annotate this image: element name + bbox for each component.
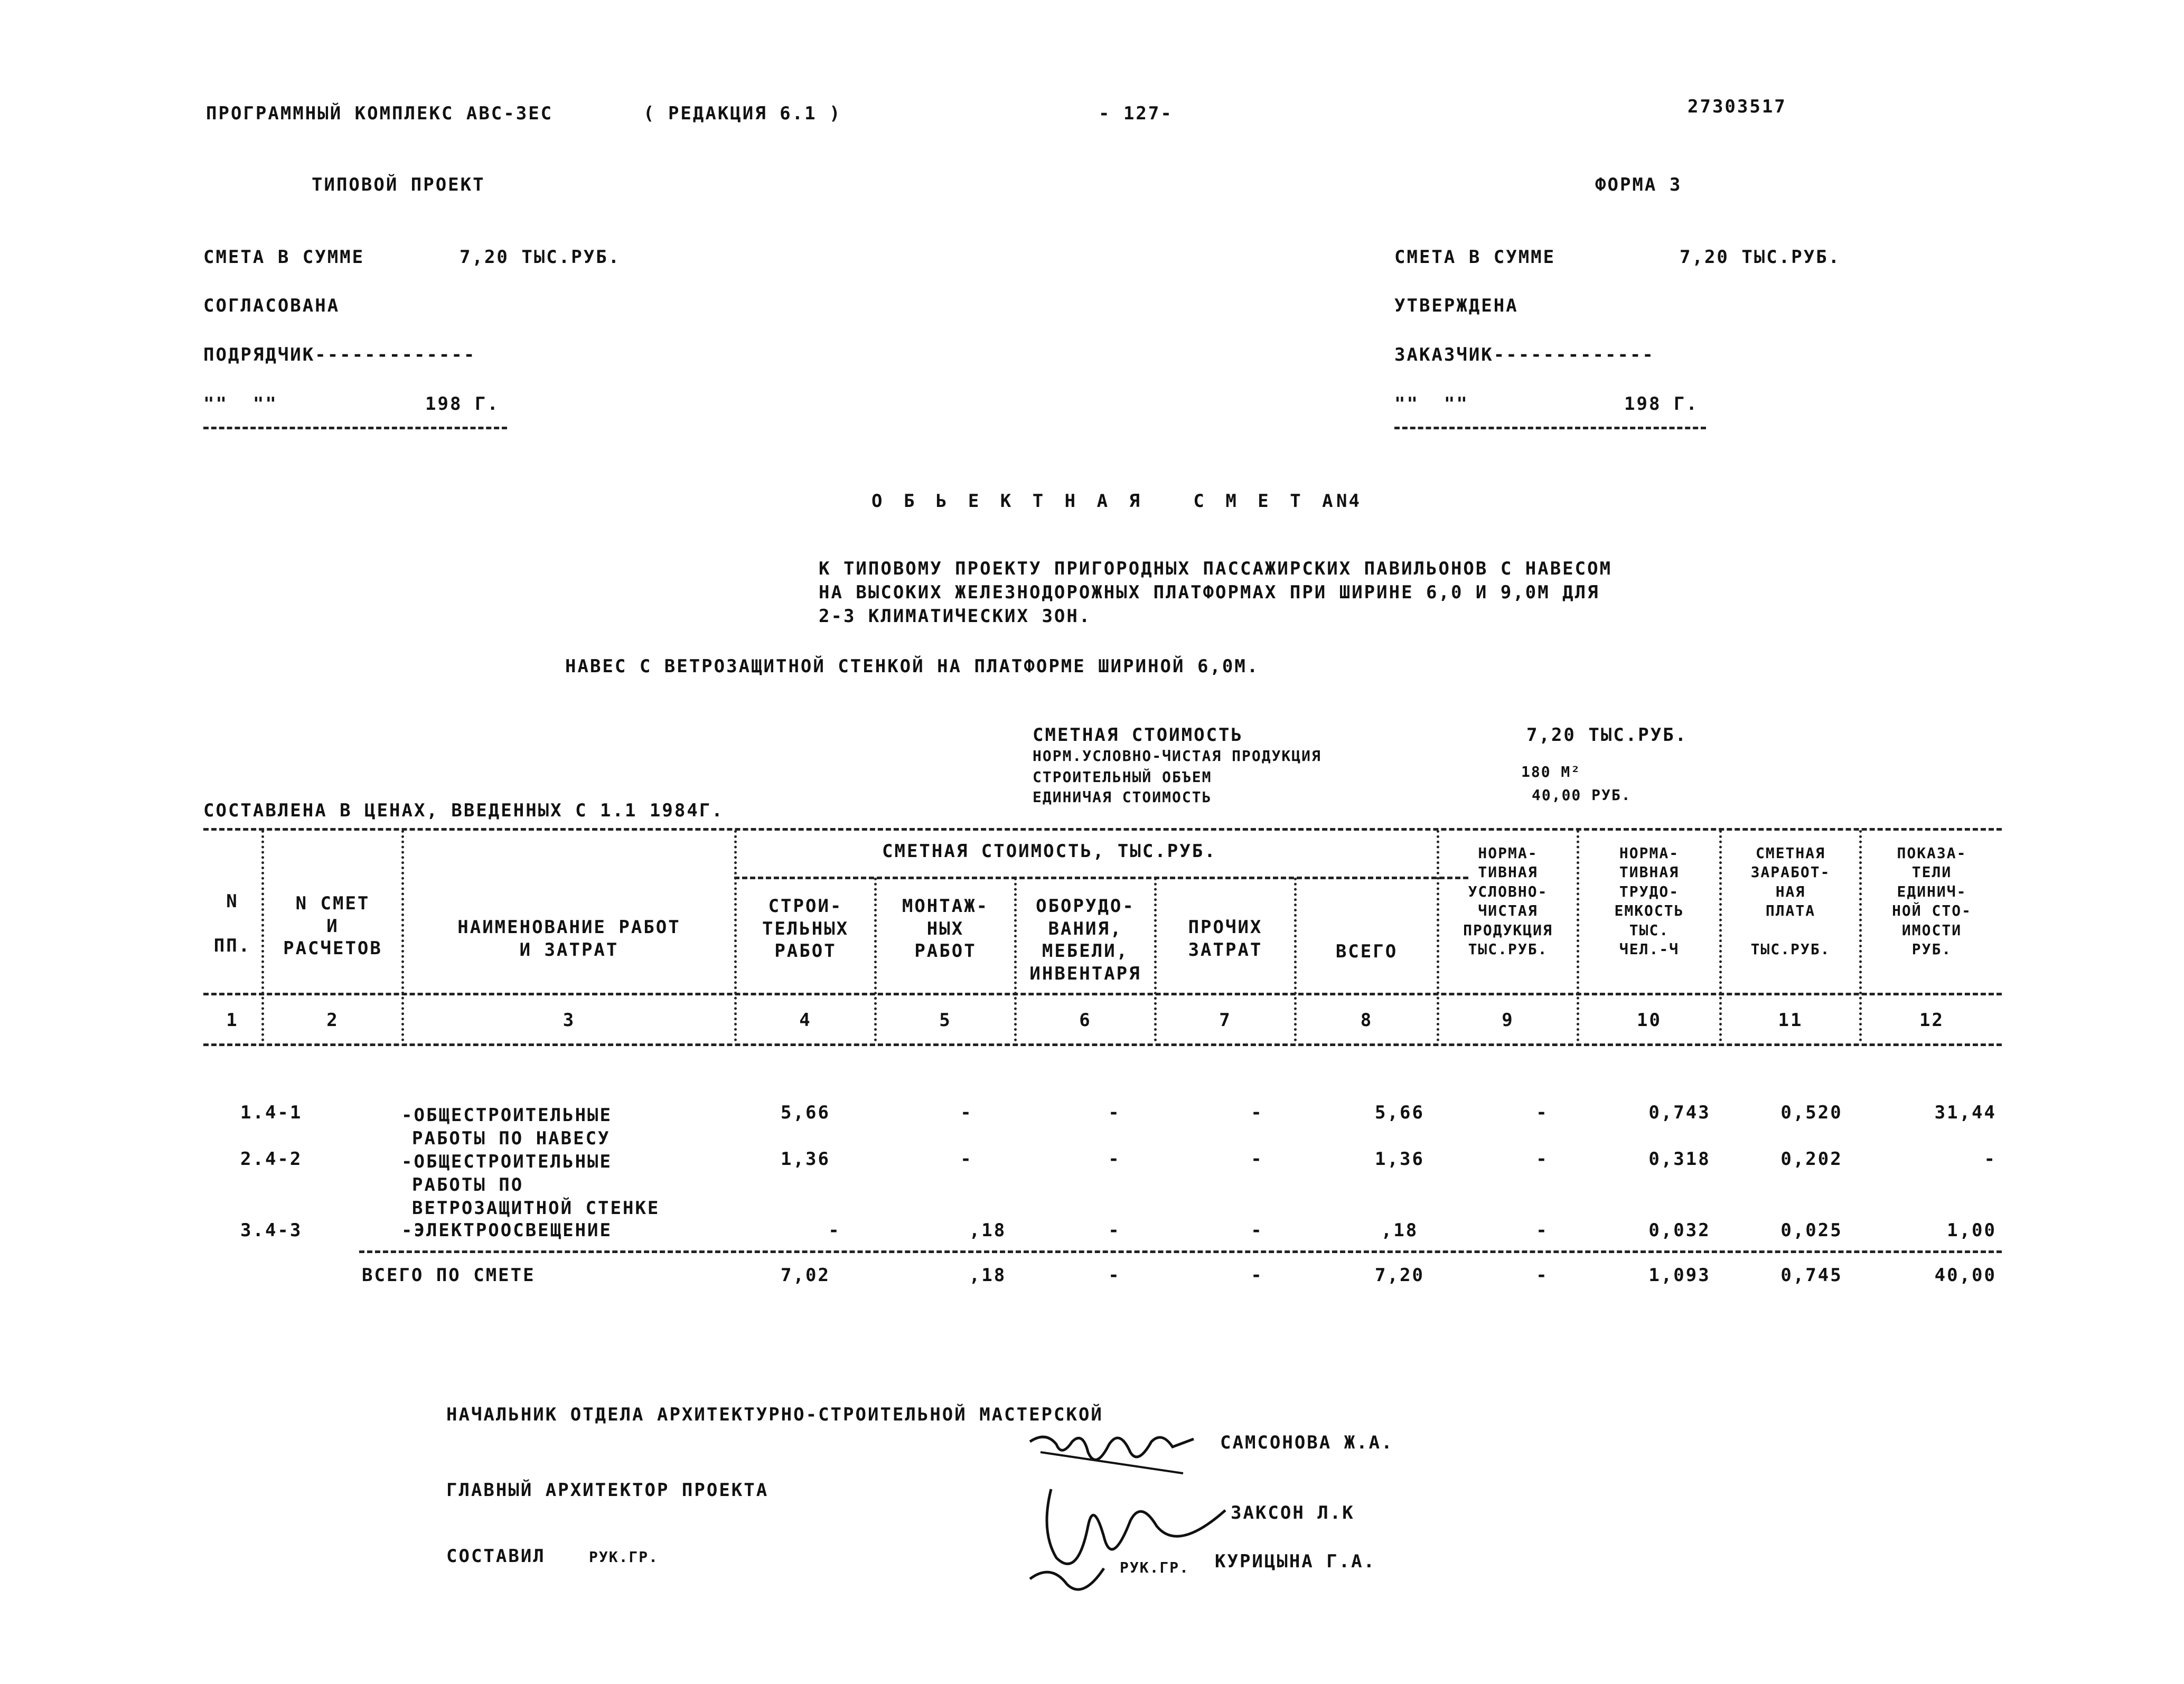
row-3-c9: - (1536, 1220, 1549, 1241)
header-col-8: ВСЕГО (1335, 941, 1398, 962)
col-number: 12 (1919, 1010, 1944, 1031)
summary-volume-label: СТРОИТЕЛЬНЫЙ ОБЪЕМ (1033, 768, 1212, 786)
row-2-c11: 0,202 (1780, 1149, 1843, 1170)
row-3-c6: - (1108, 1220, 1121, 1241)
col-number: 4 (799, 1010, 812, 1031)
header-col-4: СТРОИ- ТЕЛЬНЫХ РАБОТ (762, 896, 849, 962)
description-line-3: 2-3 КЛИМАТИЧЕСКИХ ЗОН. (819, 606, 1092, 627)
total-label: ВСЕГО ПО СМЕТЕ (362, 1265, 536, 1286)
left-sum-value: 7,20 ТЫС.РУБ. (460, 247, 621, 268)
estimate-subject: НАВЕС С ВЕТРОЗАЩИТНОЙ СТЕНКОЙ НА ПЛАТФОРМЕ ШИРИНОЙ 6,0М. (565, 656, 1260, 677)
total-c12: 40,00 (1934, 1265, 1996, 1286)
col-number: 11 (1778, 1010, 1803, 1031)
agreed-label: СОГЛАСОВАНА (203, 295, 340, 316)
table-top-rule (203, 828, 2002, 831)
row-2-c10: 0,318 (1648, 1149, 1711, 1170)
total-c11: 0,745 (1780, 1265, 1843, 1286)
header-col-12: ПОКАЗА- ТЕЛИ ЕДИНИЧ- НОЙ СТО- ИМОСТИ РУБ. (1892, 844, 1972, 958)
col-number: 10 (1637, 1010, 1662, 1031)
sign-3-title: СОСТАВИЛ (446, 1546, 546, 1567)
sign-3-role-2: РУК.ГР. (1120, 1559, 1190, 1576)
right-date-underline (1394, 427, 1706, 429)
row-1-c11: 0,520 (1780, 1102, 1843, 1123)
row-3-number: 3.4-3 (240, 1220, 303, 1241)
row-1-c4: 5,66 (781, 1102, 830, 1123)
summary-unit-cost-value: 40,00 РУБ. (1532, 786, 1632, 804)
total-c7: - (1251, 1265, 1263, 1286)
row-1-c12: 31,44 (1934, 1102, 1996, 1123)
header-col-3: НАИМЕНОВАНИЕ РАБОТ И ЗАТРАТ (457, 917, 681, 961)
description-line-1: К ТИПОВОМУ ПРОЕКТУ ПРИГОРОДНЫХ ПАССАЖИРСКИХ ПАВИЛЬОНОВ С НАВЕСОМ (819, 558, 1613, 579)
header-col-9: НОРМА- ТИВНАЯ УСЛОВНО- ЧИСТАЯ ПРОДУКЦИЯ ТЫС.РУБ. (1463, 844, 1553, 958)
row-1-c8: 5,66 (1375, 1102, 1424, 1123)
right-year: 198 Г. (1624, 393, 1699, 415)
row-2-c4: 1,36 (781, 1149, 830, 1170)
left-sum-label: СМЕТА В СУММЕ (203, 247, 365, 268)
sign-1-name: САМСОНОВА Ж.А. (1220, 1432, 1394, 1453)
form-number: ФОРМА 3 (1595, 174, 1682, 195)
program-name: ПРОГРАММНЫЙ КОМПЛЕКС АВС-3ЕС (206, 103, 554, 124)
signature-2-mark (1019, 1479, 1231, 1600)
col-number: 2 (326, 1010, 339, 1031)
row-2-c9: - (1536, 1149, 1549, 1170)
col-number: 8 (1360, 1010, 1373, 1031)
approved-label: УТВЕРЖДЕНА (1394, 295, 1519, 316)
customer-line: ЗАКАЗЧИК------------- (1394, 344, 1655, 365)
row-3-c8: ,18 (1381, 1220, 1419, 1241)
col-number: 6 (1079, 1010, 1092, 1031)
row-2-c6: - (1108, 1149, 1121, 1170)
estimate-title: О Б Ь Е К Т Н А Я С М Е Т А (871, 491, 1338, 512)
row-3-c4: - (828, 1220, 841, 1241)
col-number: 5 (939, 1010, 952, 1031)
description-line-2: НА ВЫСОКИХ ЖЕЛЕЗНОДОРОЖНЫХ ПЛАТФОРМАХ ПРИ ШИРИНЕ 6,0 И 9,0М ДЛЯ (819, 582, 1600, 603)
col-number: 1 (226, 1010, 239, 1031)
project-type: ТИПОВОЙ ПРОЕКТ (312, 174, 485, 195)
row-1-c6: - (1108, 1102, 1121, 1123)
row-3-c5: ,18 (969, 1220, 1007, 1241)
left-date-quotes: "" "" (203, 393, 278, 415)
sign-3-role: РУК.ГР. (589, 1548, 659, 1566)
total-c8: 7,20 (1375, 1265, 1424, 1286)
col-number: 7 (1219, 1010, 1232, 1031)
row-1-number: 1.4-1 (240, 1102, 303, 1123)
total-rule (359, 1250, 2002, 1253)
header-bottom-rule (203, 993, 2002, 995)
document-code: 27303517 (1688, 96, 1787, 117)
page-number: - 127- (1099, 103, 1173, 124)
col-number: 9 (1502, 1010, 1514, 1031)
row-2-name: -ОБЩЕСТРОИТЕЛЬНЫЕ РАБОТЫ ПО ВЕТРОЗАЩИТНОЙ СТЕНКЕ (401, 1151, 660, 1219)
row-3-c12: 1,00 (1947, 1220, 1996, 1241)
total-c6: - (1108, 1265, 1121, 1286)
row-2-c12: - (1984, 1149, 1996, 1170)
row-1-c7: - (1251, 1102, 1263, 1123)
summary-cost-value: 7,20 ТЫС.РУБ. (1526, 725, 1688, 746)
sign-1-title: НАЧАЛЬНИК ОТДЕЛА АРХИТЕКТУРНО-СТРОИТЕЛЬНОЙ МАСТЕРСКОЙ (446, 1404, 1103, 1425)
edition: ( РЕДАКЦИЯ 6.1 ) (643, 103, 842, 124)
header-col-11: СМЕТНАЯ ЗАРАБОТ- НАЯ ПЛАТА ТЫС.РУБ. (1750, 844, 1831, 958)
right-sum-label: СМЕТА В СУММЕ (1394, 247, 1556, 268)
row-2-c8: 1,36 (1375, 1149, 1424, 1170)
left-year: 198 Г. (425, 393, 500, 415)
row-1-c10: 0,743 (1648, 1102, 1711, 1123)
row-3-c7: - (1251, 1220, 1263, 1241)
row-2-number: 2.4-2 (240, 1149, 303, 1170)
total-c4: 7,02 (781, 1265, 830, 1286)
row-1-name: -ОБЩЕСТРОИТЕЛЬНЫЕ РАБОТЫ ПО НАВЕСУ (401, 1105, 612, 1150)
sign-2-title: ГЛАВНЫЙ АРХИТЕКТОР ПРОЕКТА (446, 1480, 769, 1501)
right-sum-value: 7,20 ТЫС.РУБ. (1680, 247, 1841, 268)
sign-2-name: ЗАКСОН Л.К (1231, 1502, 1355, 1523)
summary-cost-label: СМЕТНАЯ СТОИМОСТЬ (1033, 725, 1243, 746)
row-3-name: -ЭЛЕКТРООСВЕЩЕНИЕ (401, 1220, 612, 1241)
summary-unit-cost-label: ЕДИНИЧАЯ СТОИМОСТЬ (1033, 788, 1212, 806)
header-col-10: НОРМА- ТИВНАЯ ТРУДО- ЕМКОСТЬ ТЫС. ЧЕЛ.-Ч (1614, 844, 1684, 958)
col-numbers-rule (203, 1043, 2002, 1046)
left-date-underline (203, 427, 507, 429)
total-c5: ,18 (969, 1265, 1007, 1286)
row-3-c10: 0,032 (1648, 1220, 1711, 1241)
header-col-1: N ПП. (213, 891, 251, 956)
estimate-number: N4 (1336, 491, 1361, 512)
header-col-2: N СМЕТ И РАСЧЕТОВ (283, 893, 382, 959)
total-c10: 1,093 (1648, 1265, 1711, 1286)
row-2-c7: - (1251, 1149, 1263, 1170)
header-col-5: МОНТАЖ- НЫХ РАБОТ (902, 896, 989, 962)
sign-3-name: КУРИЦЫНА Г.А. (1215, 1551, 1376, 1572)
summary-net-product-label: НОРМ.УСЛОВНО-ЧИСТАЯ ПРОДУКЦИЯ (1033, 747, 1321, 765)
row-1-c9: - (1536, 1102, 1549, 1123)
group-header: СМЕТНАЯ СТОИМОСТЬ, ТЫС.РУБ. (882, 841, 1217, 862)
contractor-line: ПОДРЯДЧИК------------- (203, 344, 476, 365)
row-2-c5: - (960, 1149, 973, 1170)
right-date-quotes: "" "" (1394, 393, 1469, 415)
group-header-rule (734, 877, 1468, 879)
header-col-6: ОБОРУДО- ВАНИЯ, МЕБЕЛИ, ИНВЕНТАРЯ (1029, 896, 1141, 984)
col-number: 3 (563, 1010, 576, 1031)
header-col-7: ПРОЧИХ ЗАТРАТ (1188, 917, 1263, 961)
total-c9: - (1536, 1265, 1549, 1286)
summary-volume-value: 180 М² (1521, 763, 1581, 780)
prices-note: СОСТАВЛЕНА В ЦЕНАХ, ВВЕДЕННЫХ С 1.1 1984Г. (203, 800, 724, 821)
row-1-c5: - (960, 1102, 973, 1123)
row-3-c11: 0,025 (1780, 1220, 1843, 1241)
